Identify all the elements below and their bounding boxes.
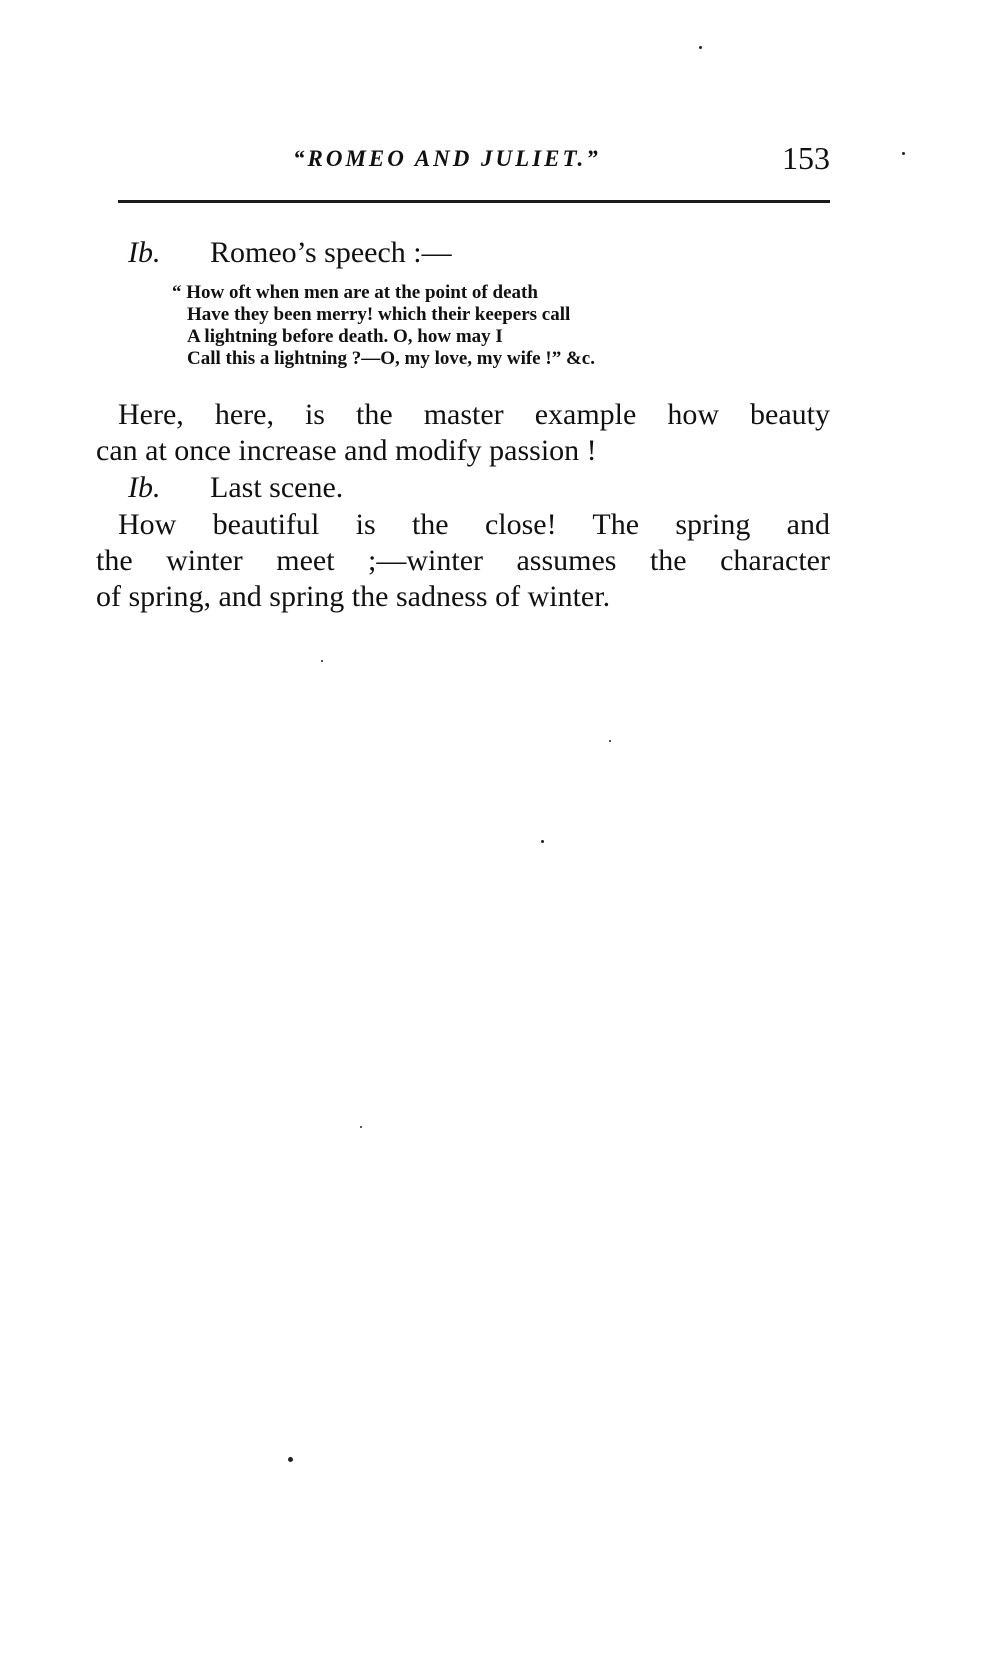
header-rule <box>118 200 830 203</box>
paragraph-text: Last scene. <box>210 471 344 504</box>
paragraph-line: the winter meet ;—winter assumes the character <box>96 544 830 577</box>
page-number: 153 <box>782 140 830 176</box>
quote-line: “ How oft when men are at the point of death <box>172 282 538 303</box>
scan-speck <box>288 1457 293 1462</box>
paragraph-line: can at once increase and modify passion ! <box>96 434 597 467</box>
ib-label: Ib. <box>128 236 161 269</box>
quote-line: A lightning before death. O, how may I <box>187 326 503 347</box>
quote-line: Call this a lightning ?—O, my love, my wife !” &c. <box>187 348 595 369</box>
quote-line: Have they been merry! which their keepers call <box>187 304 571 325</box>
paragraph-line: of spring, and spring the sadness of winter. <box>96 580 611 613</box>
scan-speck <box>360 1126 362 1128</box>
paragraph-text: Romeo’s speech :— <box>210 236 452 269</box>
ib-label: Ib. <box>128 471 161 504</box>
scan-speck <box>321 660 323 662</box>
paragraph-last-scene <box>128 471 343 505</box>
running-header <box>118 140 830 180</box>
paragraph-line: How beautiful is the close! The spring and <box>118 508 830 541</box>
running-title: “ROMEO AND JULIET.” <box>293 146 601 171</box>
scan-speck <box>609 740 611 742</box>
paragraph-romeo-speech <box>128 236 452 270</box>
scan-speck <box>541 840 544 843</box>
scan-speck <box>902 152 905 155</box>
scan-speck <box>699 46 702 49</box>
paragraph-line: Here, here, is the master example how beauty <box>118 398 830 431</box>
